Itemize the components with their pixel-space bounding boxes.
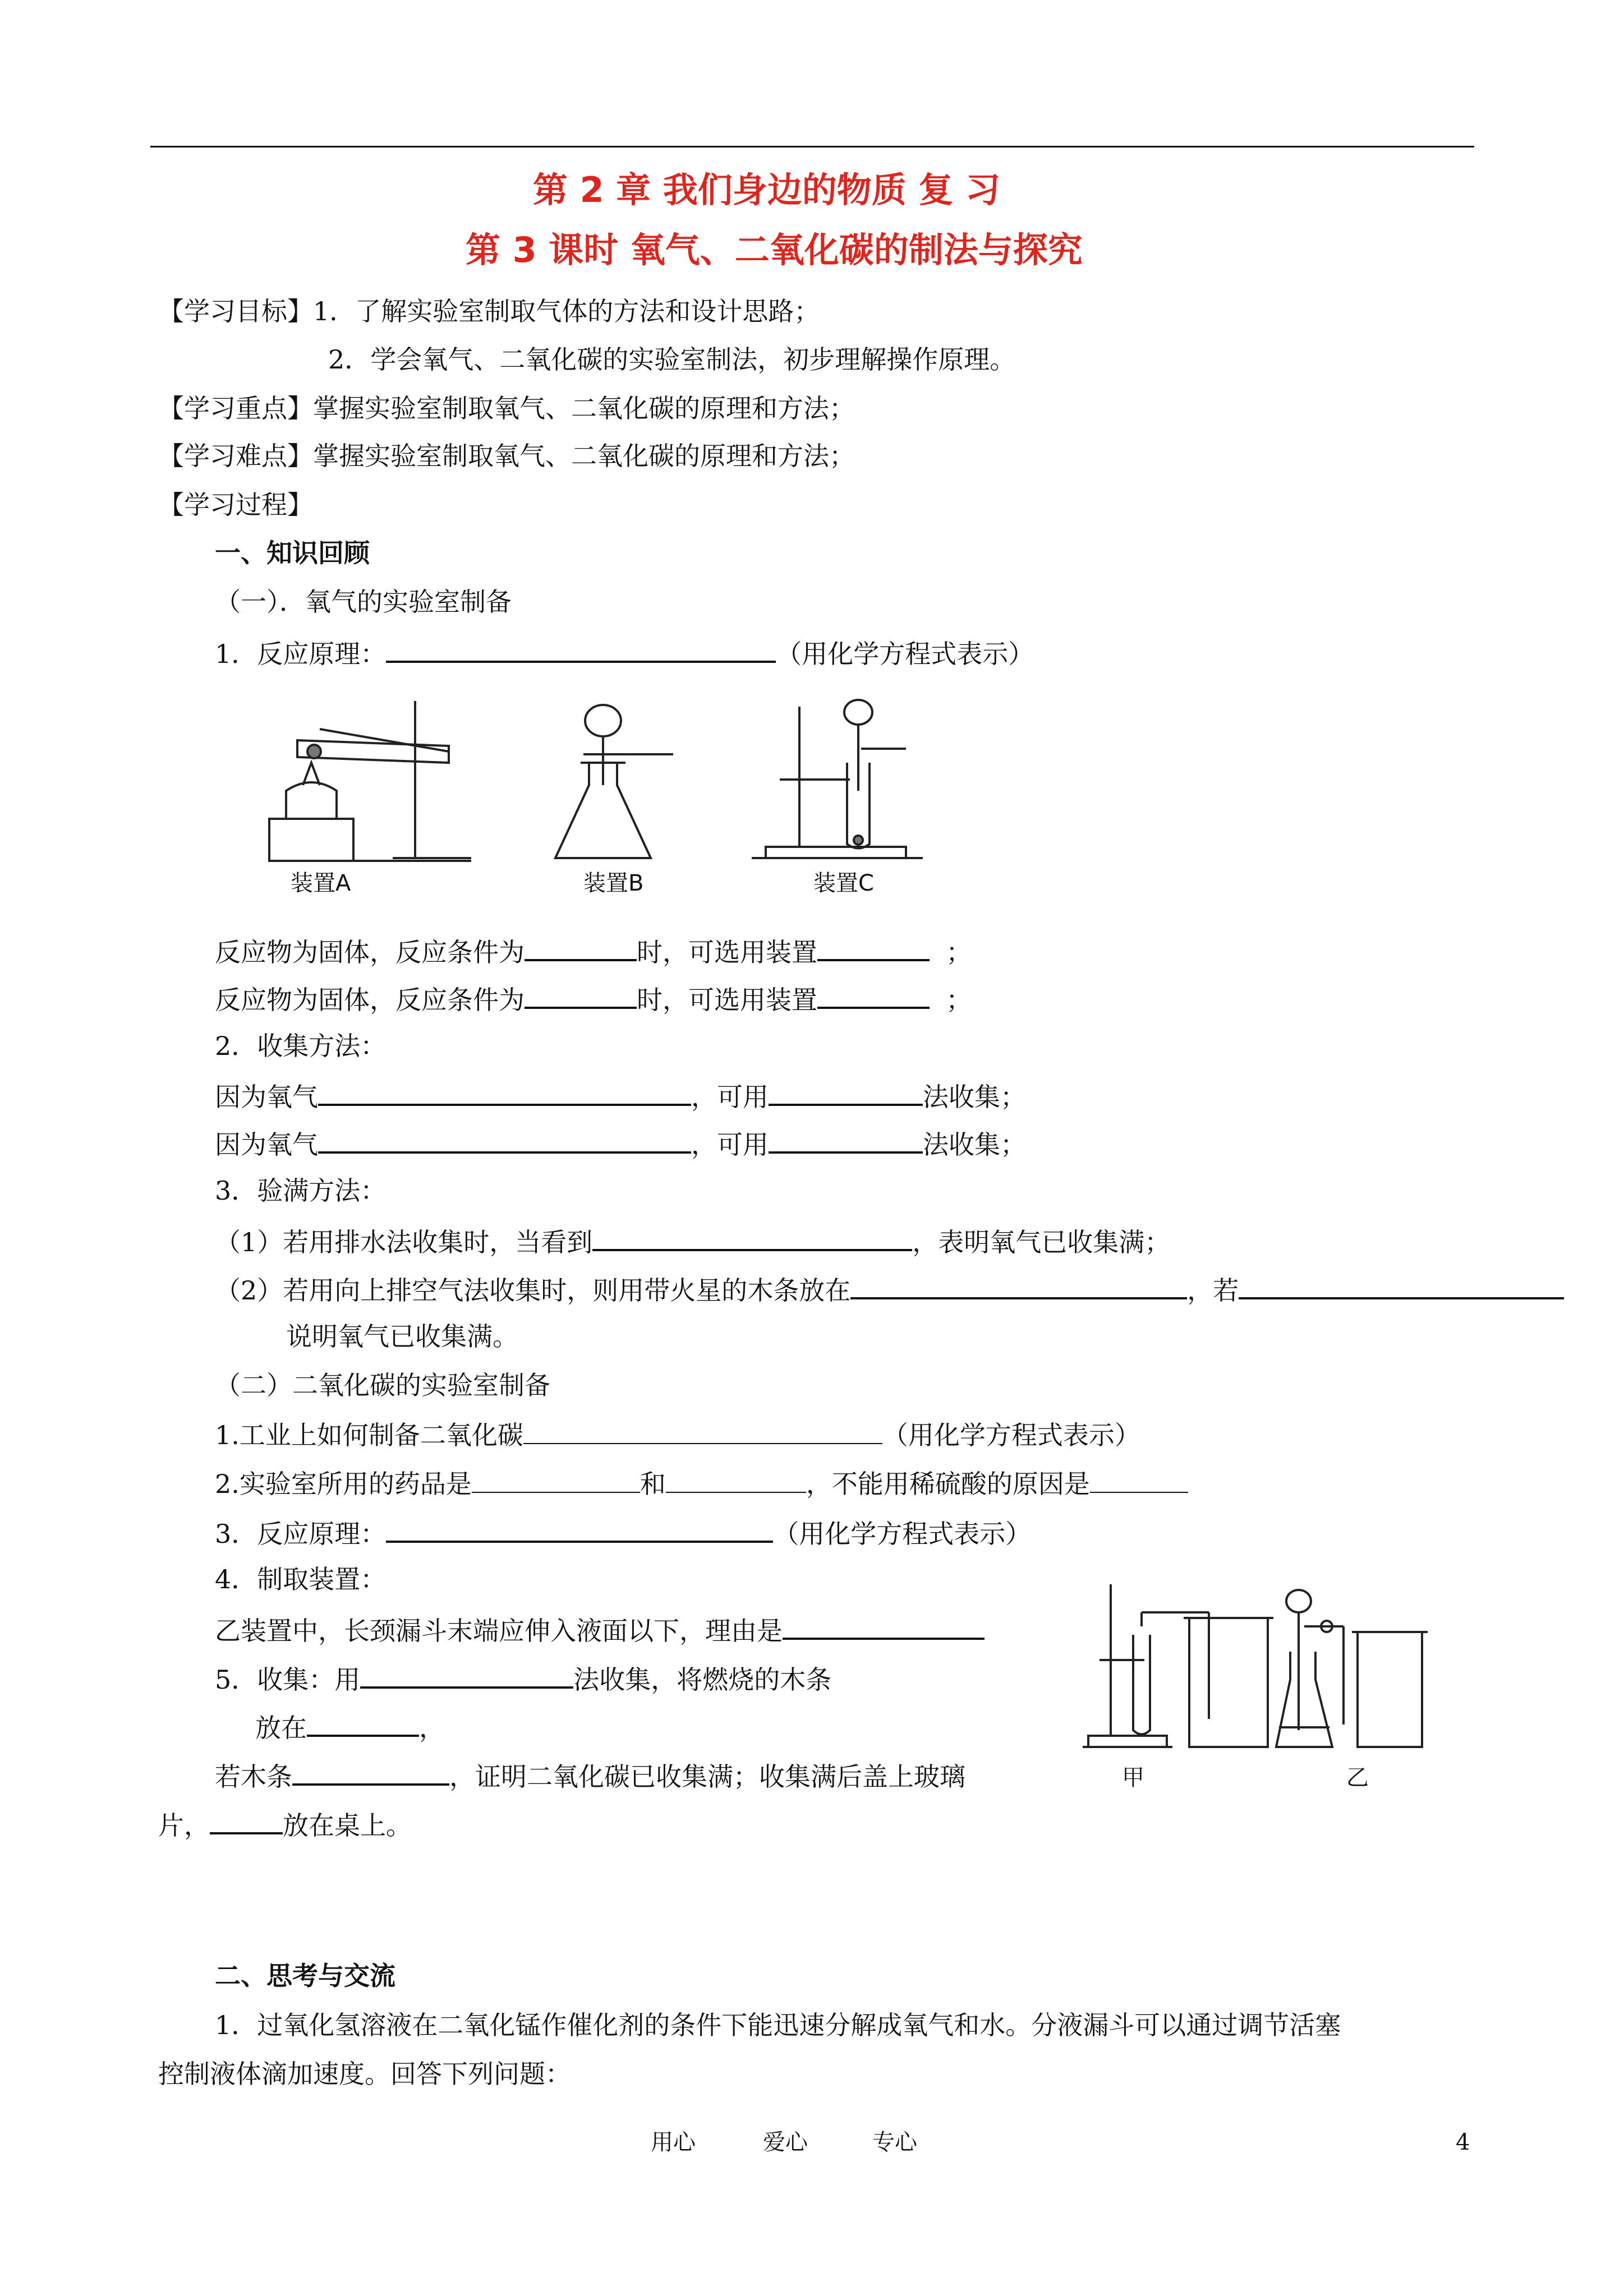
co2-subheading: （二）二氧化碳的实验室制备 [215,1370,550,1400]
phenomenon-blank[interactable] [1239,1275,1564,1299]
oxygen-subheading: （一）．氧气的实验室制备 [215,587,512,617]
check2-text: （2）若用向上排空气法收集时，则用带火星的木条放在 [215,1275,851,1306]
co2-reagent-text: 2.实验室所用的药品是 [215,1469,472,1499]
co2-method-blank[interactable] [360,1664,573,1689]
collect-line-1 [215,1081,1026,1110]
footer-motto-1: 用心 [651,2129,696,2155]
check-line-2 [215,1275,1564,1306]
principle-note: （用化学方程式表示） [776,639,1034,669]
apparatus-jia-label: 甲 [1122,1765,1144,1791]
apparatus-b-figure [550,695,679,869]
reason-blank[interactable] [1090,1469,1188,1493]
collect-heading: 2．收集方法： [215,1031,387,1061]
co2-industry-text: 1.工业上如何制备二氧化碳 [215,1420,523,1450]
funnel-reason-blank[interactable] [783,1615,984,1640]
reactant-line-1 [215,937,972,965]
co2-line-5 [215,1664,831,1693]
section1-heading: 一、知识回顾 [215,538,370,568]
comma: ， [419,1713,445,1743]
footer-motto-3: 专心 [872,2129,917,2155]
semicolon: ； [946,937,972,967]
apparatus-a-figure [264,690,488,864]
check-line-3: 说明氧气已收集满。 [286,1321,518,1352]
goals-line1 [158,298,820,324]
co2-line-6 [215,1761,965,1790]
funnel-reason-text: 乙装置中，长颈漏斗末端应伸入液面以下，理由是 [215,1616,783,1646]
apparatus-b-label: 装置B [583,870,644,896]
reactant-text: 反应物为固体，反应条件为 [215,937,525,967]
apparatus-a-label: 装置A [291,870,351,896]
condition-blank-2[interactable] [525,984,637,1009]
co2-line-1 [215,1421,1140,1448]
check-line-1 [215,1227,1170,1255]
key-label: 【学习重点】 [158,393,313,423]
difficulty-text: 掌握实验室制取氧气、二氧化碳的原理和方法； [313,441,855,471]
choose-text: 时，可选用装置 [637,937,817,967]
device-blank-2[interactable] [817,984,930,1009]
co2-principle-blank[interactable] [386,1518,773,1543]
co2-line-4: 4．制取装置： [215,1564,387,1594]
slide-text: 片， [158,1810,210,1841]
co2-principle-text: 3．反应原理： [215,1519,387,1549]
apparatus-c-figure [749,695,934,869]
semicolon: ； [946,985,972,1015]
and-text: 和 [640,1469,666,1499]
difficulty-line [158,443,855,469]
goals-item2: 2．学会氧气、二氧化碳的实验室制法，初步理解操作原理。 [328,344,1016,375]
section2-q1-line2: 控制液体滴加速度。回答下列问题： [158,2059,571,2089]
page-number: 4 [1456,2129,1470,2155]
goals-item1: 1．了解实验室制取气体的方法和设计思路； [313,296,820,326]
because-text: 因为氧气 [215,1129,318,1160]
reactant-text: 反应物为固体，反应条件为 [215,985,525,1015]
co2-line-3 [215,1518,1031,1547]
stick-blank[interactable] [292,1761,449,1786]
choose-text: 时，可选用装置 [637,985,817,1015]
orientation-blank[interactable] [210,1810,283,1834]
property-blank-1[interactable] [318,1081,691,1106]
check2-if: ，若 [1187,1275,1239,1306]
key-line [158,395,855,421]
lesson-title: 第 3 课时 氧气、二氧化碳的制法与探究 [466,229,1083,270]
because-text: 因为氧气 [215,1082,318,1112]
place-text: 放在 [255,1713,307,1743]
reagent-blank-1[interactable] [472,1469,640,1493]
section2-q1-line1: 1．过氧化氢溶液在二氧化锰作催化剂的条件下能迅速分解成氧气和水。分液漏斗可以通过调节活塞 [215,2010,1341,2040]
process-label: 【学习过程】 [158,490,313,520]
principle-blank[interactable] [386,638,776,663]
apparatus-yi-label: 乙 [1346,1765,1369,1791]
co2-line-2 [215,1469,1188,1497]
observe-blank[interactable] [592,1227,912,1251]
method-blank-1[interactable] [769,1081,923,1106]
apparatus-jia-figure [1077,1579,1290,1758]
check1-end: ，表明氧气已收集满； [912,1227,1171,1257]
co2-line-7 [158,1810,412,1841]
condition-blank-1[interactable] [525,937,637,961]
collect-line-2 [215,1129,1026,1158]
collect-text: 法收集； [923,1129,1026,1160]
principle-label: 1．反应原理： [215,639,387,669]
co2-collect-text: 5．收集：用 [215,1665,361,1695]
oxygen-principle-line [215,638,1034,667]
if-stick-text: 若木条 [215,1762,292,1792]
section2-heading: 二、思考与交流 [215,1961,395,1991]
place-blank[interactable] [307,1712,419,1737]
difficulty-label: 【学习难点】 [158,441,313,471]
chapter-title: 第 2 章 我们身边的物质 复 习 [533,169,1001,210]
table-text: 放在桌上。 [283,1810,412,1841]
co2-principle-note: （用化学方程式表示） [773,1519,1032,1549]
method-blank-2[interactable] [769,1129,923,1154]
full-text: ，证明二氧化碳已收集满；收集满后盖上玻璃 [449,1762,965,1792]
co2-line-5b [255,1712,445,1741]
industry-blank[interactable] [523,1421,882,1444]
reason-text: ，不能用稀硫酸的原因是 [806,1469,1090,1499]
footer-motto-2: 爱心 [763,2129,808,2155]
apparatus-c-label: 装置C [813,870,874,896]
can-use-text: ，可用 [691,1082,769,1112]
check-heading: 3．验满方法： [215,1175,387,1206]
device-blank-1[interactable] [817,937,930,961]
position-blank[interactable] [850,1275,1187,1299]
reactant-line-2 [215,984,972,1013]
can-use-text: ，可用 [691,1129,769,1160]
header-rule [150,146,1474,147]
key-text: 掌握实验室制取氧气、二氧化碳的原理和方法； [313,393,855,423]
co2-industry-note: （用化学方程式表示） [882,1420,1140,1450]
apparatus-yi-figure [1271,1579,1484,1758]
co2-stick-text: 法收集，将燃烧的木条 [573,1665,832,1695]
reagent-blank-2[interactable] [666,1469,806,1493]
collect-text: 法收集； [923,1082,1026,1112]
check1-text: （1）若用排水法收集时，当看到 [215,1227,593,1257]
property-blank-2[interactable] [318,1129,691,1154]
goals-label: 【学习目标】 [158,296,313,326]
co2-line-4-reason [215,1615,984,1644]
